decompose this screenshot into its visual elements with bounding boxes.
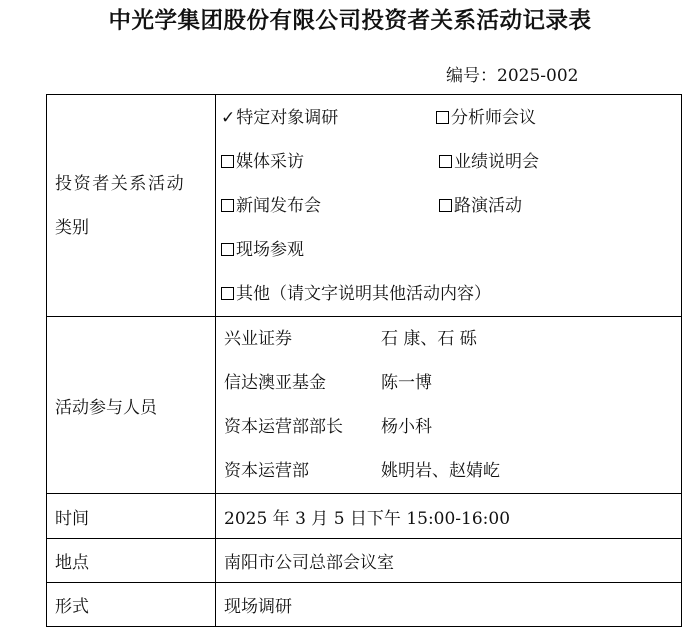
checkbox-icon bbox=[221, 199, 234, 212]
participant-names: 石 康、石 砾 bbox=[381, 329, 477, 349]
time-row bbox=[47, 494, 682, 539]
option-site-visit[interactable]: 现场参观 bbox=[221, 228, 304, 272]
time-value: 2025 年 3 月 5 日下午 15:00-16:00 bbox=[216, 494, 682, 539]
checkbox-icon bbox=[439, 155, 452, 168]
document-number: 编号：2025-002 bbox=[446, 66, 579, 86]
format-value: 现场调研 bbox=[216, 583, 682, 627]
participants-row bbox=[47, 317, 682, 494]
checkmark-icon: ✓ bbox=[221, 107, 236, 128]
participant-row bbox=[224, 449, 681, 493]
participant-row bbox=[224, 405, 681, 449]
option-earnings-briefing[interactable]: 业绩说明会 bbox=[439, 140, 539, 184]
option-analyst-meeting[interactable]: 分析师会议 bbox=[436, 96, 536, 140]
checkbox-icon bbox=[436, 111, 449, 124]
participant-row bbox=[224, 317, 681, 361]
participants-label: 活动参与人员 bbox=[47, 317, 216, 494]
participant-names: 陈一博 bbox=[381, 373, 432, 393]
checkbox-icon bbox=[221, 155, 234, 168]
option-specific-research[interactable]: ✓特定对象调研 bbox=[221, 96, 338, 140]
option-media-interview[interactable]: 媒体采访 bbox=[221, 140, 304, 184]
option-other[interactable]: 其他（请文字说明其他活动内容） bbox=[221, 272, 491, 316]
participant-org: 资本运营部 bbox=[224, 461, 309, 481]
activity-category-label-2: 类别 bbox=[55, 217, 89, 238]
participants-list bbox=[216, 317, 682, 494]
activity-category-label-cell bbox=[47, 95, 216, 317]
participant-org: 兴业证券 bbox=[224, 329, 292, 349]
format-row bbox=[47, 583, 682, 627]
checkbox-icon bbox=[221, 243, 234, 256]
participant-org: 信达澳亚基金 bbox=[224, 373, 326, 393]
location-row bbox=[47, 539, 682, 583]
activity-category-label: 投资者关系活动 bbox=[55, 173, 186, 194]
activity-category-options bbox=[216, 95, 682, 317]
record-table bbox=[46, 94, 682, 627]
location-value: 南阳市公司总部会议室 bbox=[216, 539, 682, 583]
option-press-conference[interactable]: 新闻发布会 bbox=[221, 184, 321, 228]
activity-category-row bbox=[47, 95, 682, 317]
participant-row bbox=[224, 361, 681, 405]
option-roadshow[interactable]: 路演活动 bbox=[439, 184, 522, 228]
document-title: 中光学集团股份有限公司投资者关系活动记录表 bbox=[108, 8, 592, 34]
participant-names: 姚明岩、赵婧屹 bbox=[381, 461, 500, 481]
time-label: 时间 bbox=[47, 494, 216, 539]
location-label: 地点 bbox=[47, 539, 216, 583]
participant-names: 杨小科 bbox=[381, 417, 432, 437]
checkbox-icon bbox=[221, 287, 234, 300]
participant-org: 资本运营部部长 bbox=[224, 417, 343, 437]
format-label: 形式 bbox=[47, 583, 216, 627]
checkbox-icon bbox=[439, 199, 452, 212]
